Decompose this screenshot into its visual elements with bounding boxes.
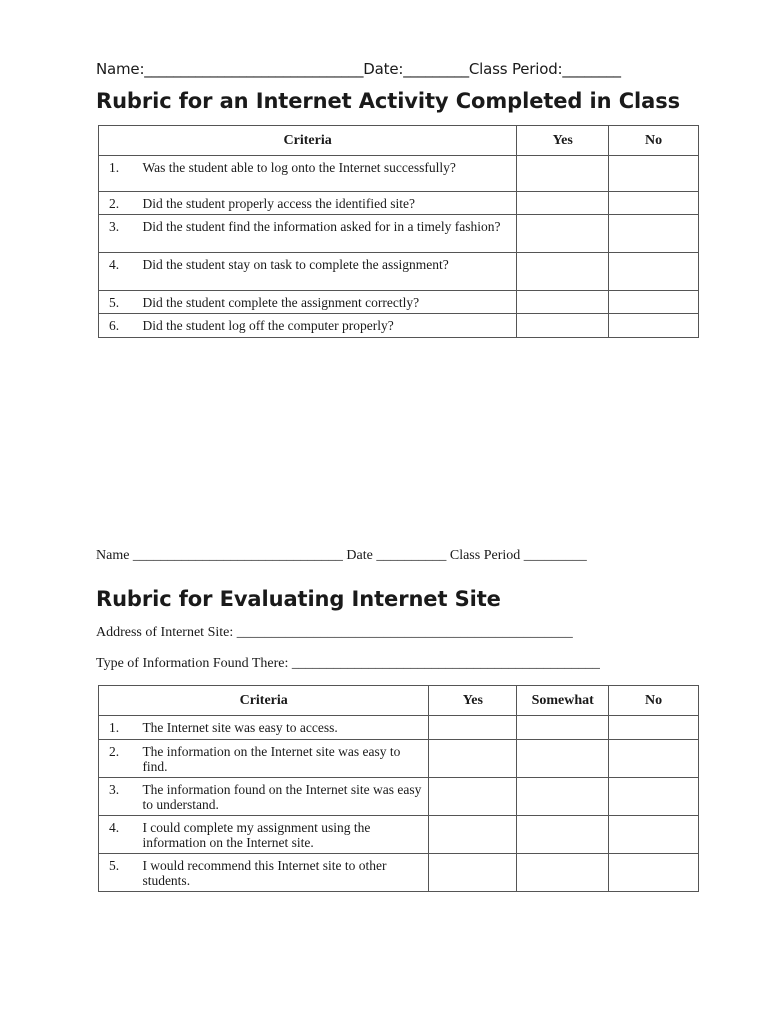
- row-criterion: The information found on the Internet site was easy to understand.: [140, 778, 428, 816]
- row-criterion: I could complete my assignment using the information on the Internet site.: [140, 816, 428, 854]
- row-number: 3.: [99, 215, 141, 253]
- row-criterion: Did the student stay on task to complete the assignment?: [140, 253, 516, 291]
- table-row: [99, 778, 699, 816]
- row-number: 1.: [99, 156, 141, 192]
- row-criterion: Was the student able to log onto the Internet successfully?: [140, 156, 516, 192]
- yes-checkbox-cell[interactable]: [517, 253, 609, 291]
- row-number: 1.: [99, 716, 141, 740]
- no-checkbox-cell[interactable]: [609, 740, 699, 778]
- row-number: 2.: [99, 192, 141, 215]
- table-header-row: [99, 686, 699, 716]
- yes-checkbox-cell[interactable]: [429, 854, 517, 892]
- rubric-activity-title: Rubric for an Internet Activity Completed in Class: [96, 89, 680, 113]
- somewhat-checkbox-cell[interactable]: [517, 854, 609, 892]
- somewhat-checkbox-cell[interactable]: [517, 716, 609, 740]
- no-checkbox-cell[interactable]: [609, 854, 699, 892]
- somewhat-checkbox-cell[interactable]: [517, 740, 609, 778]
- no-checkbox-cell[interactable]: [609, 778, 699, 816]
- table-row: [99, 253, 699, 291]
- yes-checkbox-cell[interactable]: [517, 314, 609, 338]
- yes-checkbox-cell[interactable]: [517, 192, 609, 215]
- table-row: [99, 156, 699, 192]
- yes-checkbox-cell[interactable]: [429, 740, 517, 778]
- no-checkbox-cell[interactable]: [609, 192, 699, 215]
- yes-checkbox-cell[interactable]: [517, 291, 609, 314]
- no-checkbox-cell[interactable]: [609, 253, 699, 291]
- row-number: 4.: [99, 816, 141, 854]
- yes-header: Yes: [429, 686, 517, 716]
- rubric-site-title: Rubric for Evaluating Internet Site: [96, 587, 501, 611]
- row-criterion: I would recommend this Internet site to other students.: [140, 854, 428, 892]
- address-field-line: Address of Internet Site: ________________________________________________: [96, 625, 573, 640]
- name-date-period-line: Name:______________________________Date:_________Class Period:________: [96, 60, 621, 78]
- no-checkbox-cell[interactable]: [609, 156, 699, 192]
- somewhat-header: Somewhat: [517, 686, 609, 716]
- row-criterion: The Internet site was easy to access.: [140, 716, 428, 740]
- yes-checkbox-cell[interactable]: [517, 156, 609, 192]
- row-criterion: Did the student properly access the identified site?: [140, 192, 516, 215]
- row-number: 6.: [99, 314, 141, 338]
- table-row: [99, 291, 699, 314]
- criteria-header: Criteria: [99, 126, 517, 156]
- name-date-period-line-2: Name ______________________________ Date __________ Class Period _________: [96, 548, 587, 563]
- no-checkbox-cell[interactable]: [609, 314, 699, 338]
- no-checkbox-cell[interactable]: [609, 291, 699, 314]
- yes-header: Yes: [517, 126, 609, 156]
- row-criterion: Did the student log off the computer properly?: [140, 314, 516, 338]
- table-row: [99, 314, 699, 338]
- somewhat-checkbox-cell[interactable]: [517, 778, 609, 816]
- yes-checkbox-cell[interactable]: [429, 778, 517, 816]
- row-number: 2.: [99, 740, 141, 778]
- row-criterion: The information on the Internet site was easy to find.: [140, 740, 428, 778]
- criteria-header: Criteria: [99, 686, 429, 716]
- no-checkbox-cell[interactable]: [609, 816, 699, 854]
- row-criterion: Did the student complete the assignment correctly?: [140, 291, 516, 314]
- table-row: [99, 192, 699, 215]
- row-number: 3.: [99, 778, 141, 816]
- info-type-field-line: Type of Information Found There: ____________________________________________: [96, 656, 600, 671]
- somewhat-checkbox-cell[interactable]: [517, 816, 609, 854]
- row-number: 4.: [99, 253, 141, 291]
- yes-checkbox-cell[interactable]: [429, 816, 517, 854]
- activity-rubric-table: [98, 125, 699, 338]
- no-checkbox-cell[interactable]: [609, 716, 699, 740]
- yes-checkbox-cell[interactable]: [429, 716, 517, 740]
- row-number: 5.: [99, 291, 141, 314]
- no-header: No: [609, 126, 699, 156]
- table-header-row: [99, 126, 699, 156]
- no-checkbox-cell[interactable]: [609, 215, 699, 253]
- table-row: [99, 716, 699, 740]
- yes-checkbox-cell[interactable]: [517, 215, 609, 253]
- row-number: 5.: [99, 854, 141, 892]
- no-header: No: [609, 686, 699, 716]
- table-row: [99, 816, 699, 854]
- site-rubric-table: [98, 685, 699, 892]
- table-row: [99, 740, 699, 778]
- row-criterion: Did the student find the information asked for in a timely fashion?: [140, 215, 516, 253]
- table-row: [99, 854, 699, 892]
- table-row: [99, 215, 699, 253]
